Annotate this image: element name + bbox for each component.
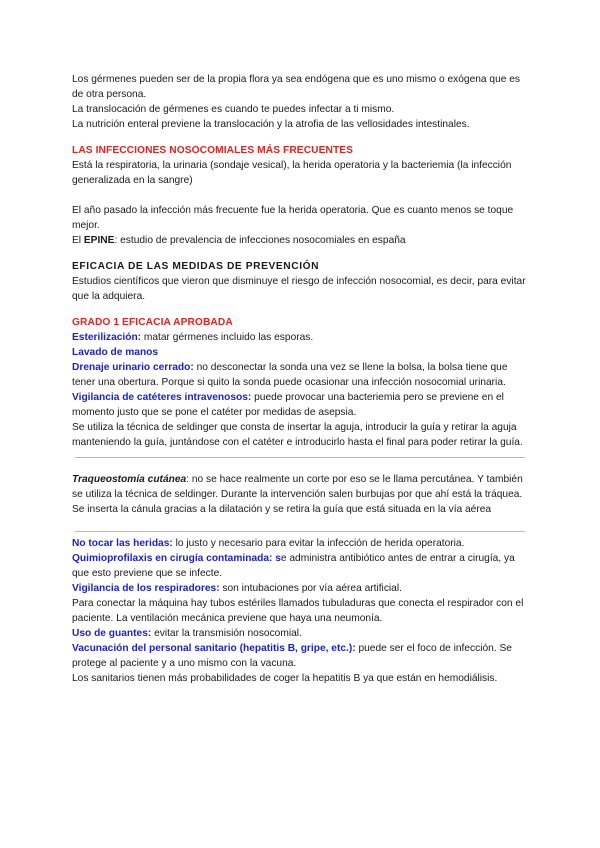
heading-eficacia: EFICACIA DE LAS MEDIDAS DE PREVENCIÓN xyxy=(72,261,320,272)
vacunacion-text: puede ser el foco de infección. Se protege al paciente y a uno mismo con la vacuna. xyxy=(72,643,512,669)
respiradores-paragraph-2: Para conectar la máquina hay tubos estériles llamados tubuladuras que conecta el respirador con el paciente. La ventilación mecánica previene que haya una neumonía. xyxy=(72,598,524,624)
eficacia-paragraph: Estudios científicos que vieron que disminuye el riesgo de infección nosocomial, es decir, para evitar que la adquiera. xyxy=(72,276,526,302)
heridas-term: No tocar las heridas: xyxy=(72,538,173,549)
epine-paragraph xyxy=(72,233,532,248)
hepatitis-paragraph: Los sanitarios tienen más probabilidades de coger la hepatitis B ya que están en hemodiálisis. xyxy=(72,673,498,684)
heading-grado-1: GRADO 1 EFICACIA APROBADA xyxy=(72,317,233,328)
drenaje-text: no desconectar la sonda una vez se llene la bolsa, la bolsa tiene que tener una obertura. Porque si quito la sonda puede ocasionar una infección nosocomial urinaria. xyxy=(72,362,508,388)
respiradores-item xyxy=(72,581,532,596)
guantes-text: evitar la transmisión nosocomial. xyxy=(151,628,302,639)
page-content xyxy=(72,72,532,686)
epine-term: EPINE xyxy=(83,235,115,246)
intro-paragraph-3: La nutrición enteral previene la translocación y la atrofia de las vellosidades intestinales. xyxy=(72,119,470,130)
vacunacion-term: Vacunación del personal sanitario (hepatitis B, gripe, etc.): xyxy=(72,643,356,654)
quimioprofilaxis-text: e administra antibiótico antes de entrar a cirugía, ya que esto previene que se infecte. xyxy=(72,553,515,579)
traqueostomia-paragraph xyxy=(72,472,532,517)
respiradores-term: Vigilancia de los respiradores: xyxy=(72,583,220,594)
vacunacion-item xyxy=(72,641,532,671)
guantes-item xyxy=(72,626,532,641)
drenaje-term: Drenaje urinario cerrado: xyxy=(72,362,194,373)
cateteres-text: puede provocar una bacteriemia pero se previene en el momento justo que se pone el catéter por medidas de asepsia. xyxy=(72,392,504,418)
epine-prefix: El xyxy=(72,235,84,246)
nosocomiales-paragraph-1: Está la respiratoria, la urinaria (sondaje vesical), la herida operatoria y la bacteriemia (la infección generalizada en la sangre) xyxy=(72,160,512,186)
traqueostomia-text: : no se hace realmente un corte por eso se le llama percutánea. Y también se utiliza la técnica de seldinger. Durante la intervención salen burbujas por que ahí está la tráquea. Se inserta la cánula gracias a la dilatación y se retira la guía que está situada en la vía aérea xyxy=(72,474,523,515)
lavado-de-manos-item: Lavado de manos xyxy=(72,347,159,358)
esterilizacion-item xyxy=(72,330,532,345)
drenaje-item xyxy=(72,360,532,390)
esterilizacion-term: Esterilización: xyxy=(72,332,142,343)
epine-text: : estudio de prevalencia de infecciones nosocomiales en españa xyxy=(114,235,406,246)
intro-paragraph-2: La translocación de gérmenes es cuando te puedes infectar a ti mismo. xyxy=(72,104,395,115)
seldinger-paragraph: Se utiliza la técnica de seldinger que consta de insertar la aguja, introducir la guía y retirar la aguja manteniendo la guía, juntándose con el catéter e introducirlo hasta el final para poder retirar la guía. xyxy=(72,422,523,448)
respiradores-text: son intubaciones por vía aérea artificial. xyxy=(219,583,402,594)
traqueostomia-term: Traqueostomía cutánea xyxy=(72,474,187,485)
cateteres-item xyxy=(72,390,532,420)
heading-infecciones-nosocomiales: LAS INFECCIONES NOSOCOMIALES MÁS FRECUENTES xyxy=(72,145,354,156)
esterilizacion-text: matar gérmenes incluido las esporas. xyxy=(141,332,314,343)
quimioprofilaxis-term: Quimioprofilaxis en cirugía contaminada: s xyxy=(72,553,281,564)
heridas-item xyxy=(72,536,532,551)
nosocomiales-paragraph-2: El año pasado la infección más frecuente fue la herida operatoria. Que es cuanto menos se toque mejor. xyxy=(72,205,514,231)
intro-paragraph-1: Los gérmenes pueden ser de la propia flora ya sea endógena que es uno mismo o exógena que es de otra persona. xyxy=(72,74,520,100)
cateteres-term: Vigilancia de catéteres intravenosos: xyxy=(72,392,252,403)
heridas-text: lo justo y necesario para evitar la infección de herida operatoria. xyxy=(172,538,465,549)
guantes-term: Uso de guantes: xyxy=(72,628,152,639)
quimioprofilaxis-item xyxy=(72,551,532,581)
